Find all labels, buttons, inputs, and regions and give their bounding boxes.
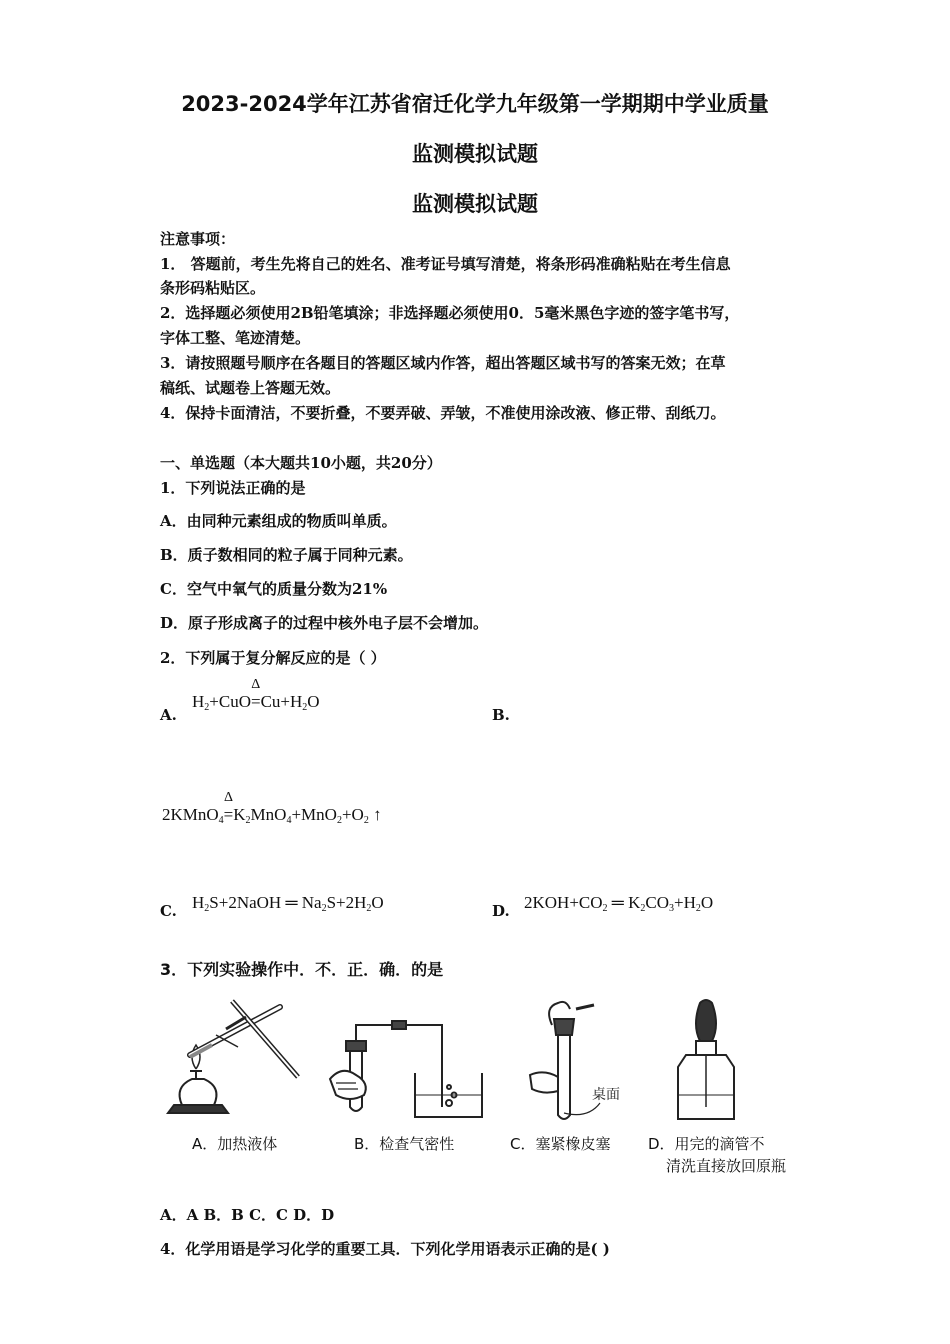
q3-caption-a: A．加热液体 [192, 1135, 278, 1153]
exam-title-line1: 2023-2024学年江苏省宿迁化学九年级第一学期期中学业质量 [181, 92, 769, 116]
q3-lab-figure [160, 995, 800, 1135]
q2-option-a-label: A. [160, 706, 177, 724]
q4-stem: 4．化学用语是学习化学的重要工具．下列化学用语表示正确的是( ) [160, 1240, 610, 1258]
q2-option-c-label: C. [160, 902, 177, 920]
q3-stem: 3．下列实验操作中．不．正．确．的是 [160, 960, 444, 979]
q3-answer-options: A．A B．B C．C D．D [160, 1206, 335, 1224]
exam-title-line2: 监测模拟试题 [412, 142, 538, 166]
heating-liquid-illustration [168, 1001, 298, 1113]
notes-line: 1． 答题前，考生先将自己的姓名、准考证号填写清楚，将条形码准确粘贴在考生信息 [160, 255, 731, 273]
q3-caption-b: B．检查气密性 [354, 1135, 455, 1153]
notes-heading: 注意事项： [160, 230, 236, 248]
q2-option-b-equation: 2KMnO$_4$ Δ $=K_2MnO_4+MnO_2+O_2$ ↑ [162, 790, 382, 826]
q1-option-a: A．由同种元素组成的物质叫单质。 [160, 512, 397, 530]
q1-option-b: B．质子数相同的粒子属于同种元素。 [160, 546, 413, 564]
exam-title-line3: 监测模拟试题 [412, 192, 538, 216]
q1-stem: 1．下列说法正确的是 [160, 479, 306, 497]
heat-condition: Δ = [250, 677, 261, 711]
q2-option-b-label: B. [492, 706, 510, 724]
notes-line: 2．选择题必须使用2B铅笔填涂；非选择题必须使用0．5毫米黑色字迹的签字笔书写， [160, 304, 740, 322]
notes-line: 稿纸、试题卷上答题无效。 [160, 379, 341, 397]
q2-stem: 2．下列属于复分解反应的是（ ） [160, 649, 386, 667]
airtightness-check-illustration [330, 1021, 482, 1117]
desk-label: 桌面 [592, 1087, 620, 1103]
q2-option-c-equation: $H_2S+2NaOH$ ═ $Na_2S+2H_2O$ [192, 893, 384, 914]
q1-option-c: C．空气中氧气的质量分数为21% [160, 580, 388, 598]
notes-line: 字体工整、笔迹清楚。 [160, 329, 311, 347]
section-heading: 一、单选题（本大题共10小题，共20分） [160, 454, 442, 472]
insert-stopper-illustration [530, 1002, 600, 1119]
q3-caption-d-line2: 清洗直接放回原瓶 [666, 1157, 787, 1175]
q2-option-d-equation: $2KOH+CO_2$ ═ $K_2CO_3+H_2O$ [524, 893, 714, 914]
q3-caption-d-line1: D．用完的滴管不 [648, 1135, 765, 1153]
q2-option-a-equation: $H_2+CuO$ Δ $=Cu+H_2O$ [192, 677, 320, 713]
dropper-bottle-illustration [678, 1000, 734, 1119]
notes-line: 条形码粘贴区。 [160, 279, 266, 297]
q3-caption-c: C．塞紧橡皮塞 [510, 1135, 611, 1153]
q1-option-d: D．原子形成离子的过程中核外电子层不会增加。 [160, 614, 489, 632]
notes-line: 4．保持卡面清洁，不要折叠，不要弄破、弄皱，不准使用涂改液、修正带、刮纸刀。 [160, 404, 726, 422]
notes-line: 3．请按照题号顺序在各题目的答题区域内作答，超出答题区域书写的答案无效；在草 [160, 354, 726, 372]
heat-condition: Δ = [223, 790, 234, 824]
q2-option-d-label: D. [492, 902, 510, 920]
